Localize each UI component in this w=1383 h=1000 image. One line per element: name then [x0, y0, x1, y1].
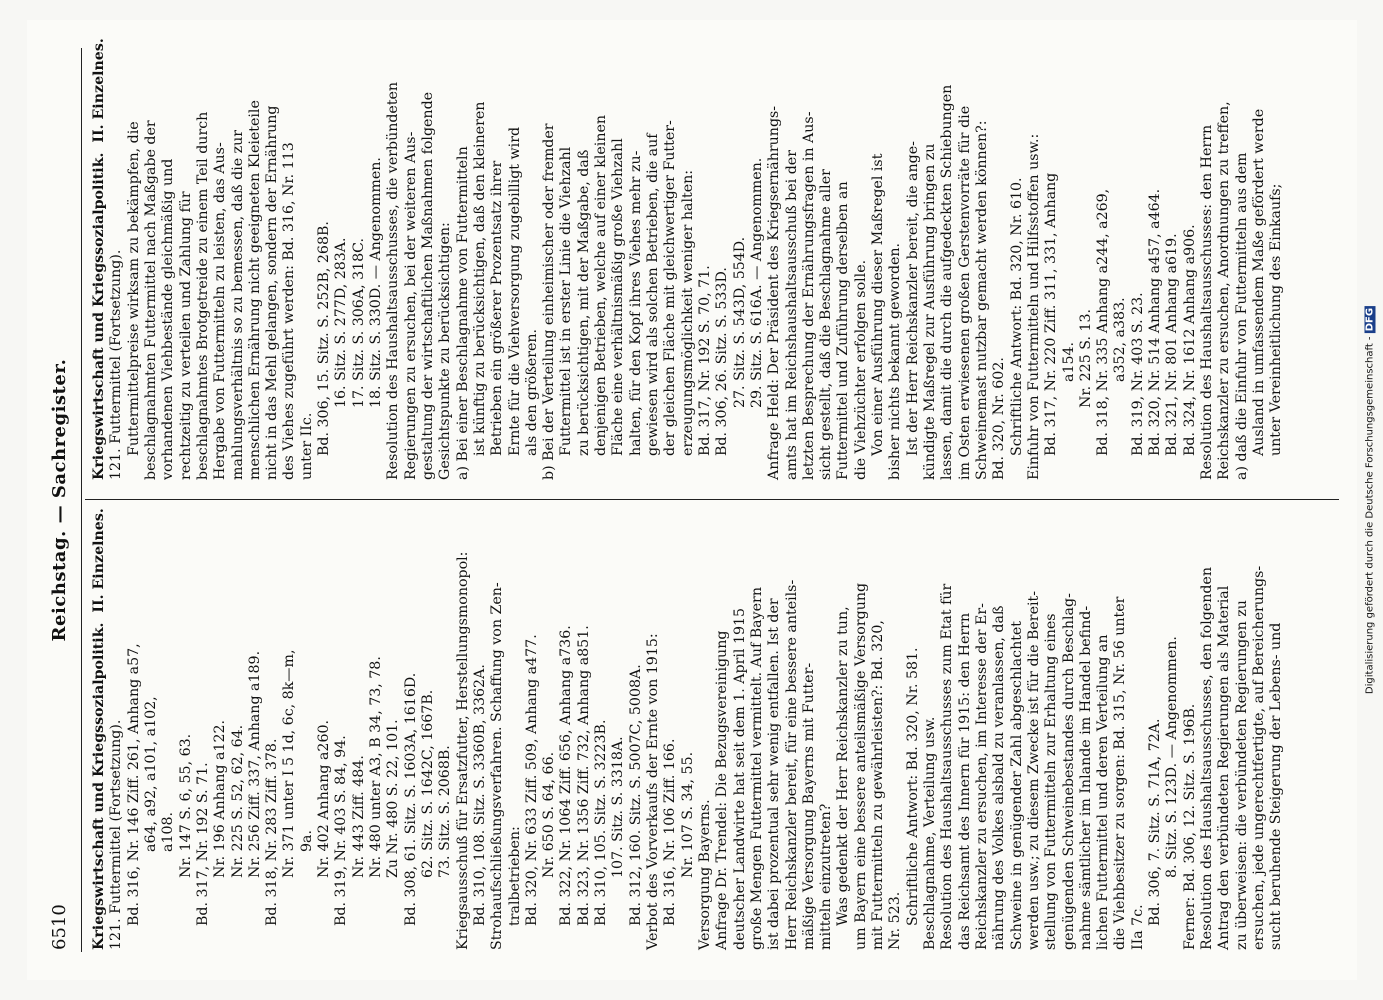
- text-line: Hergabe von Futtermitteln zu leisten, das Aus-: [211, 142, 228, 480]
- text-line: halten, für den Kopf ihres Viehes mehr zu-: [627, 150, 644, 456]
- text-line: a64, a92, a101, a102,: [142, 696, 159, 852]
- text-line: Herr Reichskanzler bereit, für eine bessere anteils-: [783, 579, 799, 950]
- text-line: Nr. 256 Ziff. 337, Anhang a189.: [246, 650, 263, 878]
- text-line: IIa 7c.: [1129, 904, 1146, 950]
- text-line: große Mengen Futtermittel vermittelt. Auf Bayern: [748, 587, 765, 950]
- text-line: Beschlagnahme, Verteilung usw.: [921, 716, 938, 950]
- text-line: Kriegswirtschaft und Kriegssozialpolitik. II. Einzelnes.: [90, 508, 107, 950]
- text-line: Nr. 371 unter I 5 1d, 6c, 8k—m,: [280, 649, 297, 878]
- text-line: Kriegsausschuß für Ersatzfutter, Herstellungsmonopol:: [454, 551, 471, 950]
- text-line: mit Futtermitteln zu gewährleisten?: Bd. 320,: [869, 620, 886, 950]
- text-line: gewiesen wird als solchen Betrieben, die auf: [644, 133, 661, 456]
- text-line: Schweinemast nutzbar gemacht werden können?:: [973, 120, 990, 480]
- text-line: denjenigen Betrieben, welche auf einer kleinen: [592, 114, 609, 456]
- text-line: Futtermittelpreise wirksam zu bekämpfen, die: [125, 121, 142, 456]
- text-line: sucht beruhende Steigerung der Lebens- und: [1267, 622, 1284, 950]
- text-line: Bd. 312, 160. Sitz. S. 5007C, 5008A.: [627, 664, 644, 926]
- text-line: 73. Sitz. S. 2068B.: [436, 745, 453, 878]
- text-line: mahlungsverhältnis so zu bemessen, daß die zur: [229, 129, 245, 480]
- text-line: Bd. 316, Nr. 146 Ziff. 261, Anhang a57,: [125, 643, 142, 926]
- text-line: b) Bei der Verteilung einheimischer oder fremder: [540, 123, 557, 480]
- header-rule: [81, 48, 82, 952]
- text-line: Nr. 225 S. 52, 62, 64.: [229, 724, 245, 878]
- text-line: a108.: [159, 811, 176, 852]
- text-line: Futtermittel ist in erster Linie die Viehzahl: [557, 146, 574, 456]
- text-line: Bd. 306, 26. Sitz. S. 533D.: [713, 267, 730, 456]
- text-line: die Viehzüchter erfolgen solle.: [852, 259, 869, 480]
- text-line: Bd. 310, 105. Sitz. S. 3223B.: [592, 719, 609, 926]
- text-line: beschlagnahmten Futtermittel nach Maßgabe der: [142, 120, 159, 480]
- column-divider: [85, 499, 1339, 500]
- text-line: kündigte Maßregel zur Ausführung bringen zu: [921, 143, 938, 480]
- text-line: rechtzeitig zu verteilen und Zahlung für: [177, 191, 194, 480]
- text-line: Nr. 402 Anhang a260.: [315, 719, 332, 878]
- text-line: Ernte für die Viehversorgung zugebilligt wird: [506, 126, 522, 456]
- page-number: 6510: [48, 904, 70, 950]
- text-line: als den größeren.: [523, 328, 540, 456]
- text-line: Reichskanzler zu ersuchen, im Interesse der Er-: [973, 603, 990, 950]
- text-line: Regierungen zu ersuchen, bei der weiteren Aus-: [402, 131, 419, 480]
- text-line: a352, a383.: [1111, 297, 1128, 382]
- left-column: [90, 508, 1286, 950]
- text-line: Strohaufschließungsverfahren. Schaffung von Zen-: [488, 582, 505, 950]
- text-line: mäßige Versorgung Bayerns mit Futter-: [800, 662, 817, 950]
- text-line: Kriegswirtschaft und Kriegssozialpolitik. II. Einzelnes.: [90, 38, 107, 480]
- text-line: im Osten erwiesenen großen Gerstenvorräte für die: [956, 105, 973, 480]
- text-line: 27. Sitz. S. 543D, 554D.: [731, 236, 748, 408]
- text-line: Reichskanzler zu ersuchen, Anordnungen zu treffen,: [1215, 101, 1232, 480]
- text-line: ersuchen, jede ungerechtfertigte, auf Bereicherungs-: [1250, 565, 1267, 950]
- text-line: 121. Futtermittel (Fortsetzung).: [107, 719, 124, 950]
- text-line: zu überweisen: die verbündeten Regierungen zu: [1233, 600, 1250, 950]
- rotated-page: [27, 20, 1357, 980]
- text-line: Nr. 196 Anhang a122.: [211, 719, 228, 878]
- text-line: Bd. 319, Nr. 403 S. 84, 94.: [332, 735, 349, 926]
- text-line: Bd. 306, 7. Sitz. S. 71A, 72A.: [1146, 718, 1163, 926]
- text-line: Nr. 523.: [886, 891, 903, 950]
- right-column: [90, 38, 1286, 480]
- text-line: 18. Sitz. S. 330D. — Angenommen.: [367, 157, 384, 408]
- text-line: beschlagnahmtes Brotgetreide zu einem Teil durch: [194, 111, 211, 480]
- text-line: Bd. 324, Nr. 1612 Anhang a906.: [1181, 224, 1198, 456]
- text-line: werden usw.; zu diesem Zwecke ist für die Bereit-: [1025, 590, 1042, 950]
- text-line: genügenden Schweinebestandes durch Beschlag-: [1060, 593, 1076, 950]
- text-line: Resolution des Haushaltsausschusses, die verbündeten: [384, 81, 401, 480]
- text-line: Bd. 320, Nr. 514 Anhang a457, a464.: [1146, 188, 1163, 456]
- text-line: Resolution des Haushaltsausschusses, den folgenden: [1198, 567, 1215, 950]
- text-line: Bd. 308, 61. Sitz. S. 1603A, 1616D.: [402, 672, 419, 926]
- text-line: Nr. 480 unter A3, B 34, 73, 78.: [367, 656, 384, 878]
- text-line: des Viehes zugeführt werden: Bd. 316, Nr. 113: [280, 142, 297, 480]
- text-line: unter IIc.: [298, 412, 315, 480]
- text-line: erzeugungsmöglichkeit weniger halten:: [679, 169, 696, 456]
- text-line: Nr. 225 S. 13.: [1077, 308, 1094, 408]
- text-line: Bd. 316, Nr. 106 Ziff. 166.: [661, 738, 678, 926]
- text-line: Nr. 443 Ziff. 484.: [350, 755, 367, 878]
- text-line: Schweine in genügender Zahl abgeschlachtet: [1008, 620, 1025, 950]
- text-line: bisher nichts bekannt geworden.: [886, 242, 903, 480]
- text-line: Futtermittel und Zuführung derselben an: [834, 181, 851, 480]
- running-title: Reichstag. — Sachregister.: [48, 358, 70, 642]
- text-line: Betrieben ein größerer Prozentsatz ihrer: [488, 160, 505, 456]
- text-line: die Viehbesitzer zu sorgen: Bd. 315, Nr. 56 unter: [1111, 596, 1128, 950]
- text-line: Antrag den verbündeten Regierungen als Material: [1215, 585, 1232, 950]
- text-line: Schriftliche Antwort: Bd. 320, Nr. 581.: [904, 647, 921, 926]
- text-line: Bd. 317, Nr. 192 S. 71.: [194, 762, 211, 926]
- text-line: Nr. 650 S. 64, 66.: [540, 751, 557, 878]
- text-line: a) Bei einer Beschlagnahme von Futtermitteln: [454, 146, 471, 480]
- text-line: lassen, damit die durch die aufgedeckten Schiebungen: [938, 84, 955, 480]
- text-line: tralbetrieben:: [506, 826, 522, 926]
- text-line: Ausland in umfassendem Maße gefördert werde: [1250, 108, 1267, 456]
- text-line: Ferner: Bd. 306, 12. Sitz. S. 196B.: [1181, 703, 1198, 950]
- text-line: Bd. 318, Nr. 335 Anhang a244, a269,: [1094, 188, 1111, 456]
- text-line: Was gedenkt der Herr Reichskanzler zu tun,: [834, 606, 851, 926]
- text-line: das Reichsamt des Innern für 1915: den Herrn: [956, 612, 973, 950]
- text-line: nicht in das Mehl gelangen, sondern der Ernährung: [263, 105, 280, 480]
- text-line: Schriftliche Antwort: Bd. 320, Nr. 610.: [1008, 177, 1025, 456]
- text-line: Resolution des Haushaltsausschusses zum Etat für: [938, 583, 955, 950]
- text-line: Bd. 319, Nr. 403 S. 23.: [1129, 292, 1146, 456]
- text-line: Anfrage Dr. Trendel: Die Bezugsvereinigung: [713, 630, 730, 950]
- text-line: Einfuhr von Futtermitteln und Hilfsstoffen usw.:: [1025, 133, 1042, 480]
- text-line: mitteln einzutreten?: [817, 803, 834, 950]
- text-line: 17. Sitz. S. 306A, 318C.: [350, 237, 367, 408]
- text-line: unter Vereinheitlichung des Einkaufs;: [1267, 183, 1284, 456]
- text-line: stellung von Futtermitteln zur Erhaltung eines: [1042, 613, 1059, 950]
- text-line: 8. Sitz. S. 123D. — Angenommen.: [1163, 636, 1180, 878]
- text-line: vorhandenen Viehbestände gleichmäßig und: [159, 158, 176, 480]
- text-line: a) daß die Einfuhr von Futtermitteln aus dem: [1233, 152, 1250, 480]
- text-line: zu berücksichtigen, mit der Maßgabe, daß: [575, 149, 592, 456]
- text-line: Bd. 310, 108. Sitz. S. 3360B, 3362A.: [471, 664, 488, 926]
- text-line: Bd. 317, Nr. 192 S. 70, 71.: [696, 265, 713, 456]
- text-line: Von einer Ausführung dieser Maßregel ist: [869, 153, 886, 456]
- text-line: Ist der Herr Reichskanzler bereit, die ange-: [904, 141, 921, 456]
- text-line: Nr. 107 S. 34, 55.: [679, 751, 696, 878]
- text-line: Bd. 306, 15. Sitz. S. 252B, 268B.: [315, 221, 332, 456]
- text-line: der gleichen Fläche mit gleichwertiger Futter-: [661, 120, 678, 456]
- text-line: ist dabei prozentual sehr wenig entfallen. Ist der: [765, 598, 782, 950]
- text-line: Bd. 323, Nr. 1356 Ziff. 732, Anhang a851.: [575, 625, 592, 926]
- text-line: Resolution des Haushaltsausschusses: den Herrn: [1198, 124, 1215, 480]
- text-line: ist künftig zu berücksichtigen, daß den kleineren: [471, 101, 488, 456]
- text-line: 62. Sitz. S. 1642C, 1667B.: [419, 689, 436, 878]
- text-line: amts hat im Reichshaushaltsausschuß bei der: [783, 150, 799, 480]
- text-line: um Bayern eine bessere anteilsmäßige Versorgung: [852, 582, 869, 950]
- text-line: Nr. 147 S. 6, 55, 63.: [177, 733, 194, 878]
- text-line: Anfrage Held: Der Präsident des Kriegsernährungs-: [765, 105, 782, 480]
- digitization-text: Digitalisierung gefördert durch die Deutsche Forschungsgemeinschaft -: [1364, 336, 1376, 695]
- text-line: Zu Nr. 480 S. 22, 101.: [384, 719, 401, 878]
- text-line: 121. Futtermittel (Fortsetzung).: [107, 249, 124, 480]
- text-line: lichen Futtermittel und deren Verteilung an: [1094, 634, 1111, 950]
- text-line: Bd. 320, Nr. 602.: [990, 357, 1007, 480]
- text-line: gestaltung der wirtschaftlichen Maßnahmen folgende: [419, 91, 436, 480]
- text-line: nahme sämtlicher im Inlande im Handel befind-: [1077, 605, 1094, 950]
- text-line: 16. Sitz. S. 277D, 283A.: [332, 237, 349, 408]
- text-line: Versorgung Bayerns.: [696, 799, 713, 950]
- text-line: 107. Sitz. S. 3318A.: [609, 736, 626, 878]
- text-line: 9a.: [298, 830, 315, 852]
- text-line: Bd. 321, Nr. 801 Anhang a619.: [1163, 233, 1180, 456]
- text-line: sicht gestellt, daß die Beschlagnahme aller: [817, 169, 834, 480]
- text-line: Gesichtspunkte zu berücksichtigen:: [436, 222, 453, 480]
- text-line: 29. Sitz. S. 616A. — Angenommen.: [748, 157, 765, 408]
- text-line: nährung des Volkes alsbald zu veranlassen, daß: [990, 605, 1007, 950]
- text-line: Bd. 322, Nr. 1064 Ziff. 656, Anhang a736.: [557, 625, 574, 926]
- text-line: menschlichen Ernährung nicht geeigneten Kleieteile: [246, 100, 263, 480]
- text-line: letzten Besprechung der Ernährungsfragen in Aus-: [800, 111, 817, 480]
- text-line: Bd. 317, Nr. 220 Ziff. 311, 331, Anhang: [1042, 172, 1059, 456]
- text-line: Fläche eine verhältnismäßig große Viehzahl: [609, 138, 626, 456]
- text-line: Bd. 318, Nr. 283 Ziff. 378.: [263, 738, 280, 926]
- text-line: Verbot des Vorverkaufs der Ernte von 1915:: [644, 633, 661, 950]
- dfg-logo: DFG: [1364, 307, 1376, 332]
- text-line: Bd. 320, Nr. 633 Ziff. 509, Anhang a477.: [523, 634, 540, 926]
- text-line: deutscher Landwirte hat seit dem 1. April 1915: [731, 607, 748, 950]
- text-line: a154.: [1060, 341, 1076, 382]
- digitization-note: [1365, 306, 1376, 694]
